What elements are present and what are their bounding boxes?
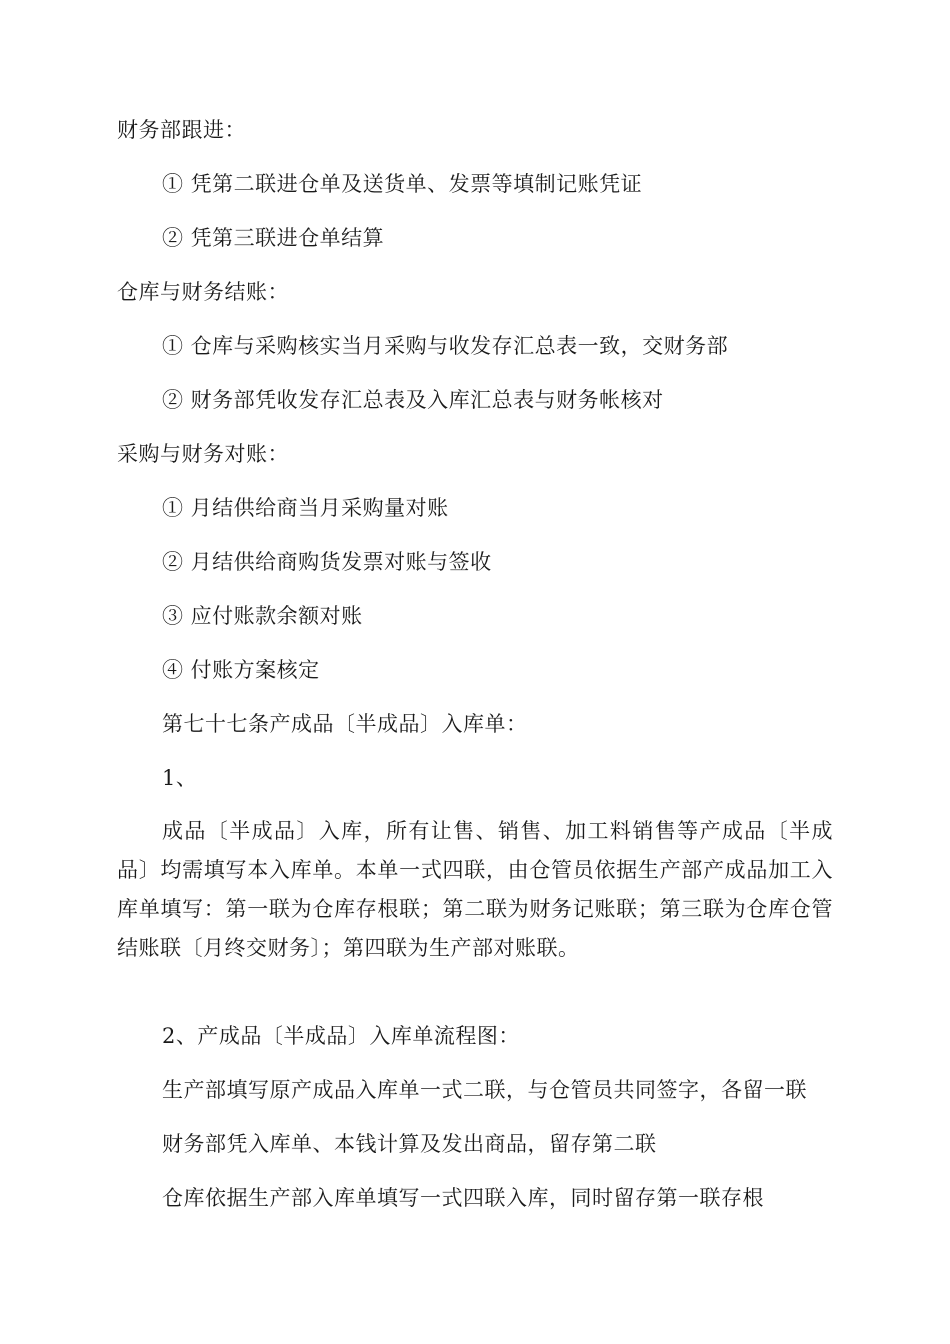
article-paragraph: 成品〔半成品〕入库，所有让售、销售、加工料销售等产成品〔半成品〕均需填写本入库单。本单一式四联，由仓管员依据生产部产成品加工入库单填写：第一联为仓库存根联；第二联为财务记账联；第三联为仓库仓管结账联〔月终交财务〕；第四联为生产部对账联。 xyxy=(117,819,833,960)
flow-chart-title: 2、产成品〔半成品〕入库单流程图： xyxy=(162,1024,520,1048)
list-item: ② 财务部凭收发存汇总表及入库汇总表与财务帐核对 xyxy=(162,388,664,412)
section-heading-finance-followup: 财务部跟进： xyxy=(117,118,246,142)
article-title: 第七十七条产成品〔半成品〕入库单： xyxy=(162,712,528,736)
list-item: ② 月结供给商购货发票对账与签收 xyxy=(162,550,492,574)
list-item: ③ 应付账款余额对账 xyxy=(162,604,363,628)
section-heading-purchase-finance-reconcile: 采购与财务对账： xyxy=(117,442,289,466)
flow-step: 仓库依据生产部入库单填写一式四联入库，同时留存第一联存根 xyxy=(162,1186,764,1210)
list-item: ④ 付账方案核定 xyxy=(162,658,320,682)
flow-step: 财务部凭入库单、本钱计算及发出商品，留存第二联 xyxy=(162,1132,657,1156)
flow-step: 生产部填写原产成品入库单一式二联，与仓管员共同签字，各留一联 xyxy=(162,1078,807,1102)
list-item: ① 月结供给商当月采购量对账 xyxy=(162,496,449,520)
section-heading-warehouse-finance-closing: 仓库与财务结账： xyxy=(117,280,289,304)
list-item: ① 仓库与采购核实当月采购与收发存汇总表一致，交财务部 xyxy=(162,334,729,358)
list-item: ① 凭第二联进仓单及送货单、发票等填制记账凭证 xyxy=(162,172,643,196)
point-number: 1、 xyxy=(162,766,198,790)
list-item: ② 凭第三联进仓单结算 xyxy=(162,226,385,250)
